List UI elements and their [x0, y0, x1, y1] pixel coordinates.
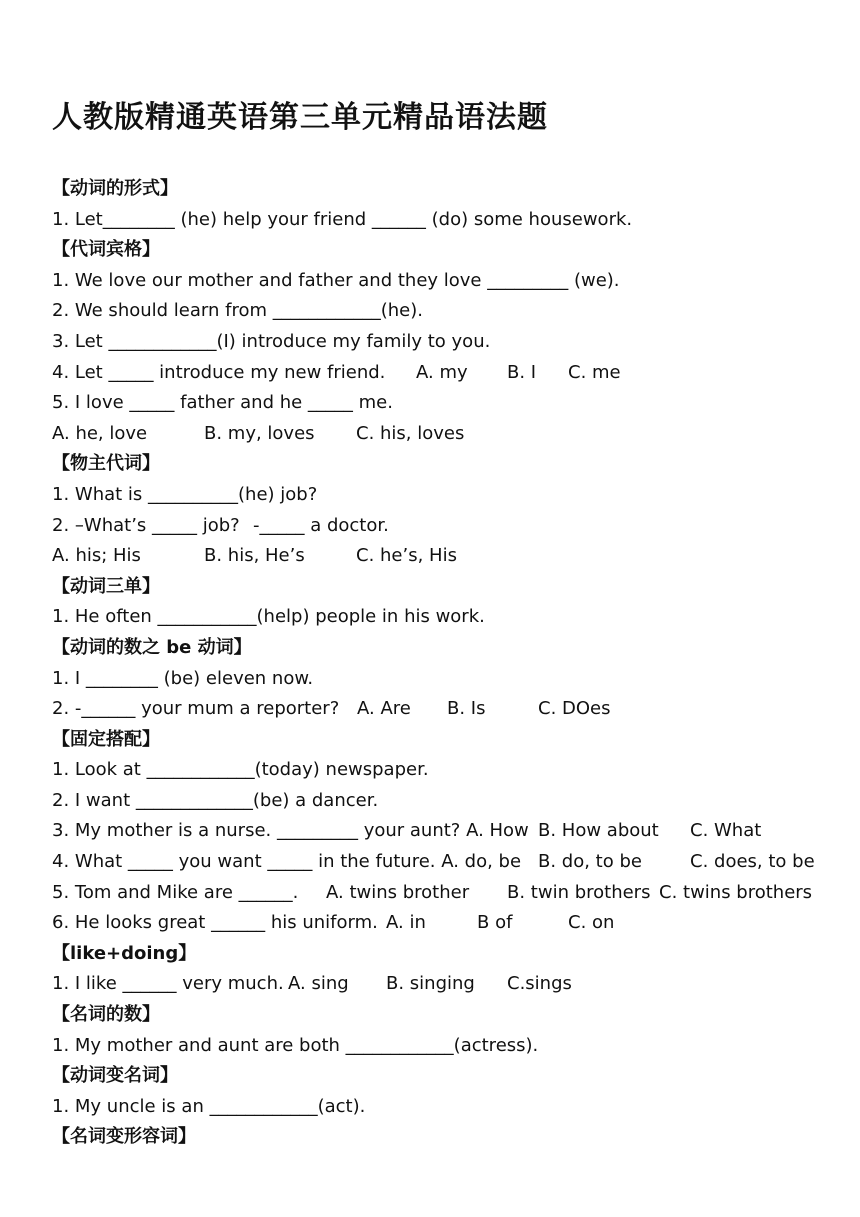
question-line — [52, 1092, 842, 1123]
worksheet-content — [52, 174, 842, 1153]
question-text: 3. Let ____________(I) introduce my family to you. — [52, 330, 491, 352]
answer-option: A. twins brother — [326, 881, 470, 903]
question-line — [52, 1031, 842, 1062]
question-text: 5. Tom and Mike are ______. — [52, 881, 299, 903]
answer-option: B. How about — [538, 820, 659, 842]
answer-option: B. my, loves — [204, 422, 315, 444]
answer-option: B. twin brothers — [507, 881, 651, 903]
question-text: 1. My mother and aunt are both ____________(actress). — [52, 1034, 539, 1056]
question-line — [52, 358, 842, 389]
question-text: 1. I ________ (be) eleven now. — [52, 667, 314, 689]
question-text: 5. I love _____ father and he _____ me. — [52, 392, 393, 414]
section-heading: 【名词的数】 — [52, 1004, 160, 1026]
section-heading: 【动词的数之 be 动词】 — [52, 636, 252, 658]
question-line — [52, 786, 842, 817]
section-heading: 【like+doing】 — [52, 942, 197, 964]
question-line — [52, 755, 842, 786]
question-text: 2. We should learn from ____________(he). — [52, 300, 423, 322]
question-text: A. his; His — [52, 545, 141, 567]
question-line — [52, 908, 842, 939]
question-line — [52, 327, 842, 358]
answer-option: A. sing — [288, 973, 349, 995]
answer-option: C. twins brothers — [659, 881, 813, 903]
question-text: 1. He often ___________(help) people in his work. — [52, 606, 485, 628]
answer-option: C. he’s, His — [356, 545, 457, 567]
answer-option: B. singing — [386, 973, 475, 995]
answer-option: B. do, to be — [538, 851, 642, 873]
answer-option: B. his, He’s — [204, 545, 305, 567]
question-line — [52, 266, 842, 297]
answer-option: C. does, to be — [690, 851, 815, 873]
question-text: A. he, love — [52, 422, 148, 444]
page-title: 人教版精通英语第三单元精品语法题 — [52, 100, 548, 135]
question-text: 1. My uncle is an ____________(act). — [52, 1095, 366, 1117]
answer-option: C.sings — [507, 973, 572, 995]
question-text: 1. What is __________(he) job? — [52, 483, 318, 505]
question-line — [52, 296, 842, 327]
answer-option: -_____ a doctor. — [253, 514, 389, 536]
answer-option: C. DOes — [538, 698, 611, 720]
question-text: 3. My mother is a nurse. _________ your aunt? A. How — [52, 820, 529, 842]
question-line — [52, 847, 842, 878]
question-text: 2. -______ your mum a reporter? — [52, 698, 340, 720]
question-line — [52, 205, 842, 236]
question-line — [52, 388, 842, 419]
question-line — [52, 541, 842, 572]
question-text: 1. Let________ (he) help your friend ______ (do) some housework. — [52, 208, 633, 230]
question-line — [52, 878, 842, 909]
answer-option: A. in — [386, 912, 426, 934]
answer-option: A. my — [416, 361, 468, 383]
question-text: 1. We love our mother and father and they love _________ (we). — [52, 269, 620, 291]
answer-option: A. Are — [357, 698, 411, 720]
answer-option: C. his, loves — [356, 422, 465, 444]
question-line — [52, 480, 842, 511]
question-line — [52, 969, 842, 1000]
question-line — [52, 664, 842, 695]
question-text: 6. He looks great ______ his uniform. — [52, 912, 378, 934]
answer-option: B of — [477, 912, 513, 934]
section-heading: 【固定搭配】 — [52, 728, 160, 750]
section-heading: 【名词变形容词】 — [52, 1126, 196, 1148]
section-heading: 【物主代词】 — [52, 453, 160, 475]
section-heading: 【动词的形式】 — [52, 178, 178, 199]
question-text: 2. –What’s _____ job? — [52, 514, 240, 536]
question-line — [52, 511, 842, 542]
answer-option: C. What — [690, 820, 762, 842]
section-heading: 【动词三单】 — [52, 575, 160, 597]
question-line — [52, 694, 842, 725]
question-text: 4. What _____ you want _____ in the future. A. do, be — [52, 851, 522, 873]
question-line — [52, 816, 842, 847]
answer-option: B. Is — [447, 698, 486, 720]
answer-option: C. on — [568, 912, 615, 934]
answer-option: B. I — [507, 361, 537, 383]
section-heading: 【代词宾格】 — [52, 239, 160, 261]
section-heading: 【动词变名词】 — [52, 1065, 178, 1087]
answer-option: C. me — [568, 361, 621, 383]
question-text: 2. I want _____________(be) a dancer. — [52, 789, 379, 811]
question-text: 1. Look at ____________(today) newspaper. — [52, 759, 429, 781]
question-line — [52, 419, 842, 450]
question-text: 4. Let _____ introduce my new friend. — [52, 361, 386, 383]
question-line — [52, 602, 842, 633]
question-text: 1. I like ______ very much. — [52, 973, 284, 995]
